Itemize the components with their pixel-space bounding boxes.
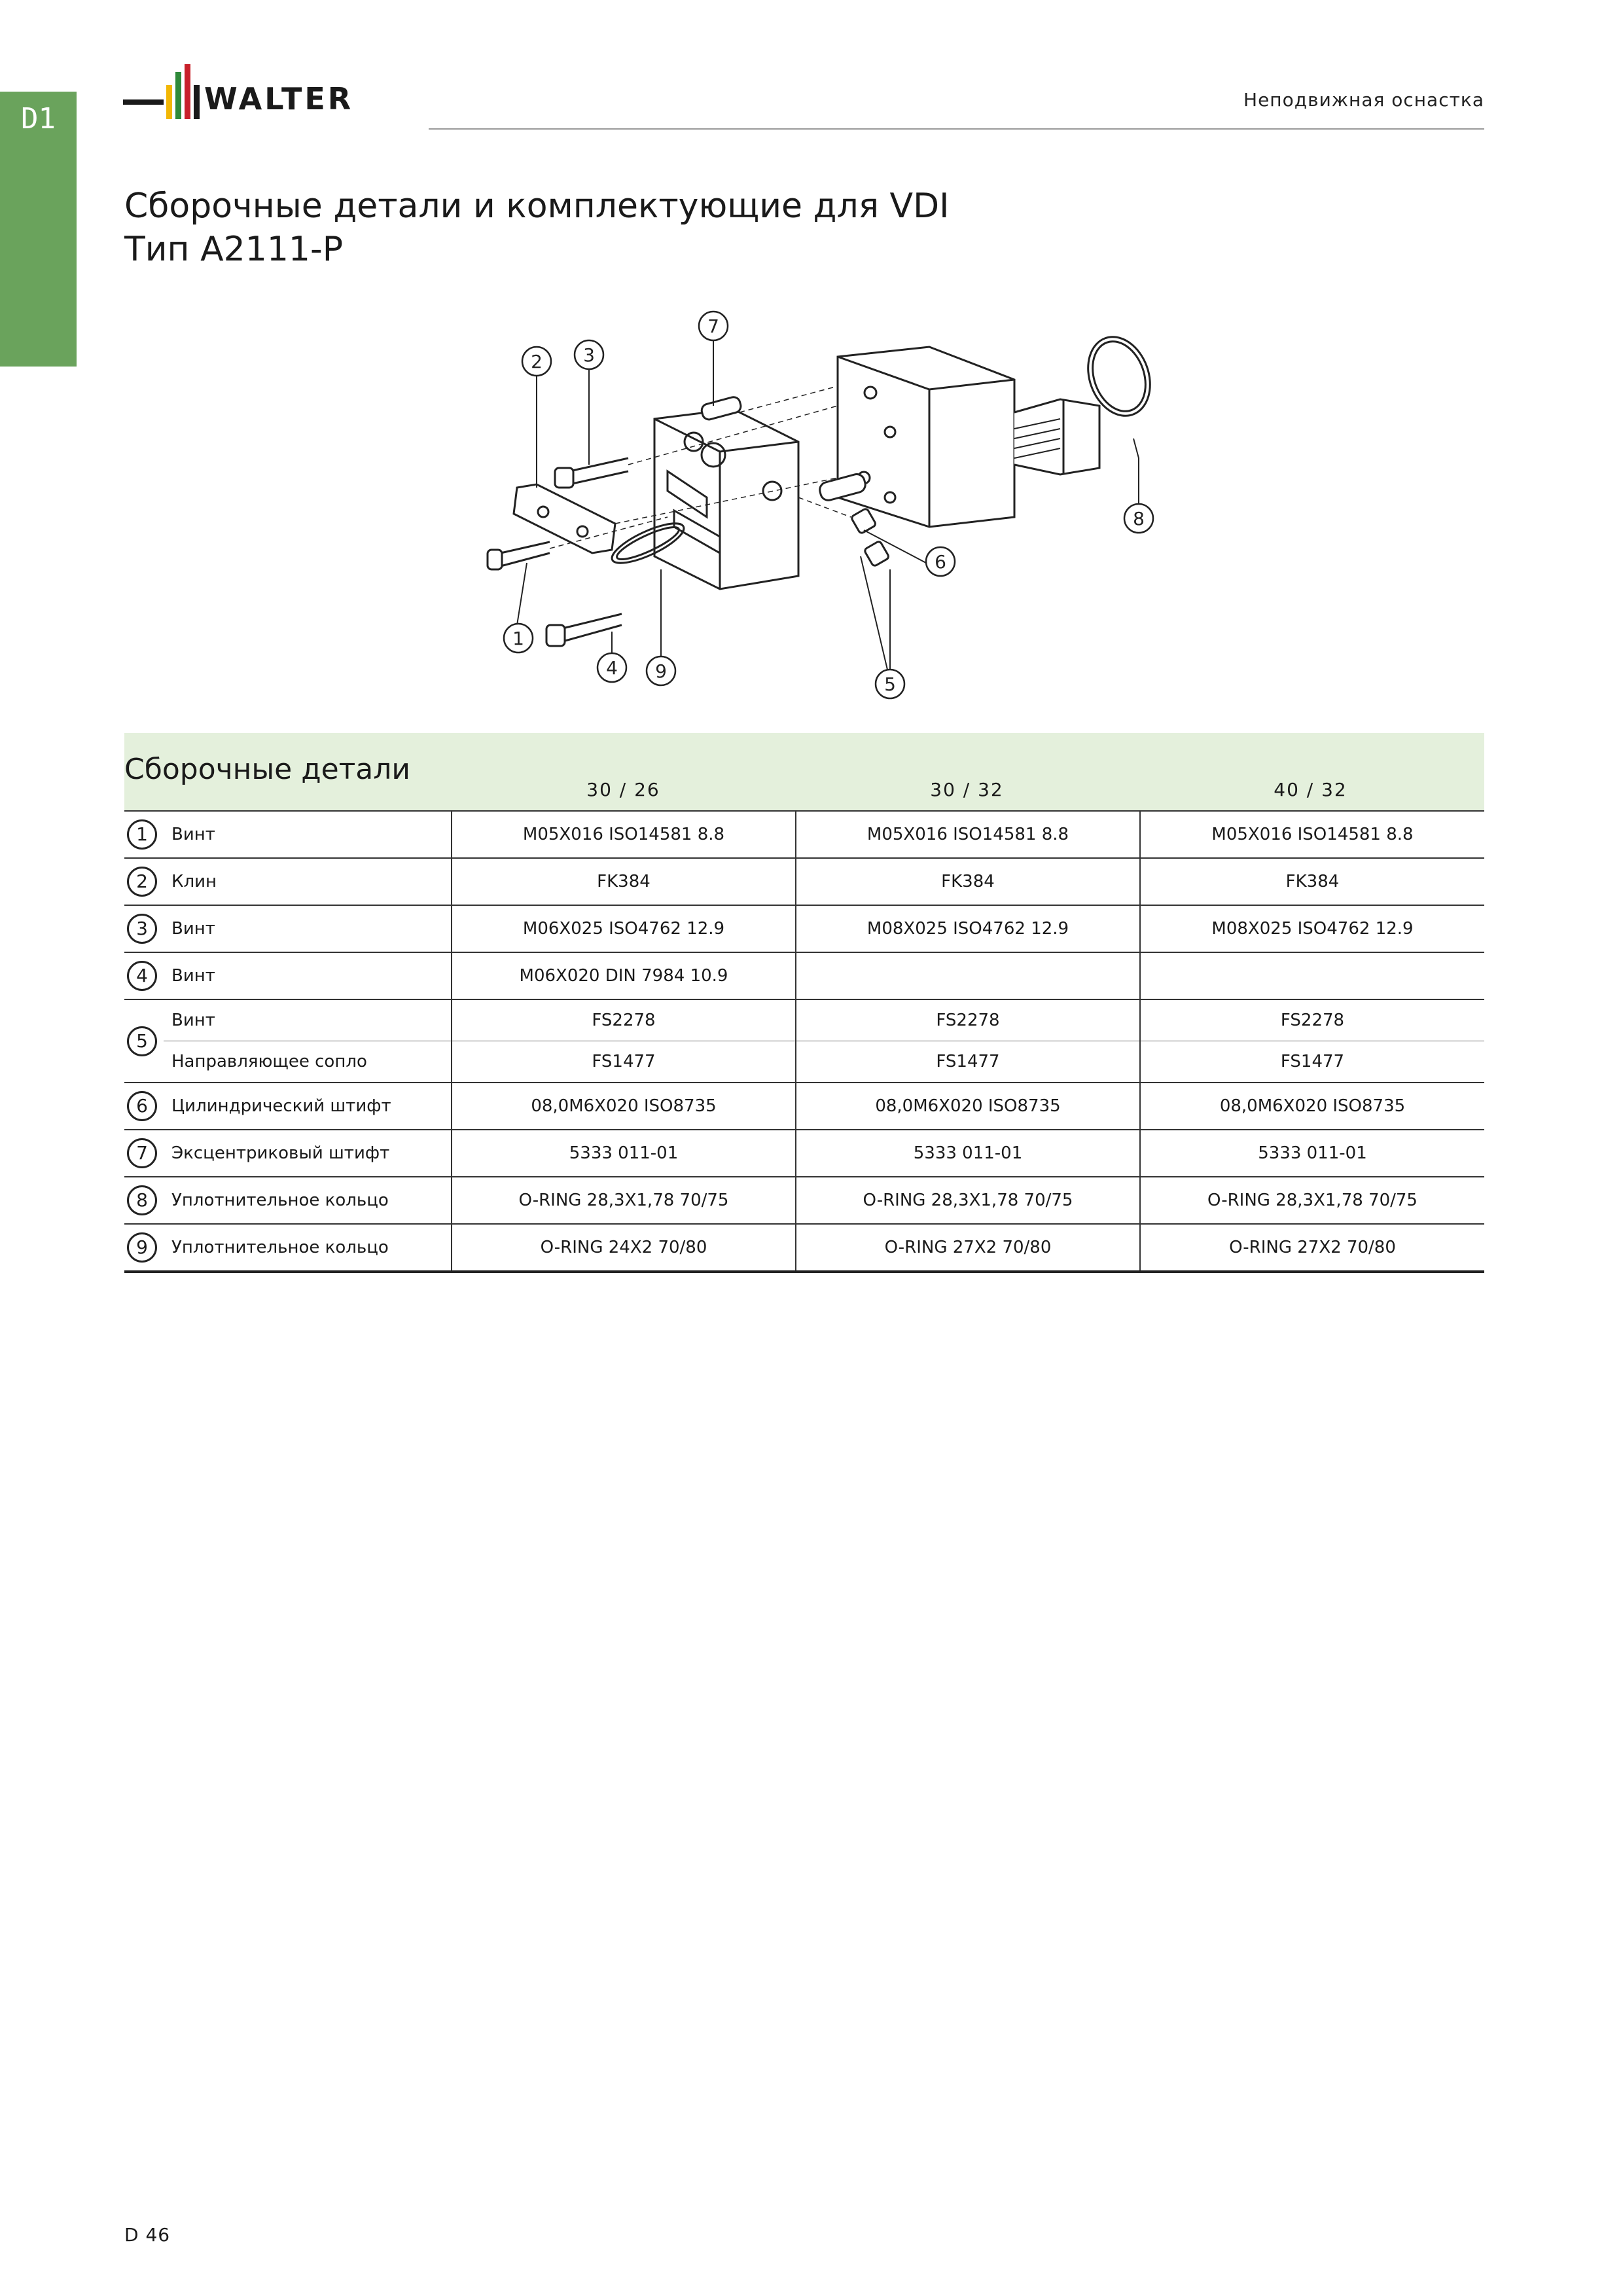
part-value: M08X025 ISO4762 12.9 [1140,905,1484,952]
part-value: 08,0M6X020 ISO8735 [452,1083,796,1130]
exploded-assembly-drawing [471,301,1158,720]
column-header-1: 30 / 26 [586,779,660,800]
part-value: M05X016 ISO14581 8.8 [796,811,1140,858]
part-value: M08X025 ISO4762 12.9 [796,905,1140,952]
part-value: FS1477 [1140,1041,1484,1083]
table-row [124,1041,1484,1083]
page-number: D 46 [124,2224,171,2246]
item-number-badge: 5 [127,1026,157,1056]
assembly-parts-table [124,733,1484,1273]
parts-table-title: Сборочные детали [124,753,410,786]
table-row [124,811,1484,858]
part-name: Уплотнительное кольцо [164,1224,452,1272]
item-number-badge: 1 [127,819,157,850]
part-value: FK384 [452,858,796,905]
part-name: Винт [164,905,452,952]
part-value: M06X020 DIN 7984 10.9 [452,952,796,999]
table-row [124,952,1484,999]
part-value: 08,0M6X020 ISO8735 [1140,1083,1484,1130]
part-value [796,952,1140,999]
chapter-tab-label: D1 [21,102,56,135]
header-section-title: Неподвижная оснастка [1243,89,1484,111]
callout-9: 9 [655,660,667,682]
part-value: O-RING 24X2 70/80 [452,1224,796,1272]
table-row [124,1130,1484,1177]
parts-table-header [124,733,1484,810]
logo-text: WALTER [204,81,354,117]
callout-8: 8 [1133,508,1145,529]
part-name: Эксцентриковый штифт [164,1130,452,1177]
part-value: FS2278 [452,999,796,1041]
part-value: M05X016 ISO14581 8.8 [1140,811,1484,858]
header-divider [429,128,1484,130]
callout-7: 7 [707,315,719,337]
item-number-badge: 3 [127,914,157,944]
part-value: 08,0M6X020 ISO8735 [796,1083,1140,1130]
part-value: FK384 [1140,858,1484,905]
table-row [124,858,1484,905]
part-name: Винт [164,999,452,1041]
callout-3: 3 [583,344,595,366]
item-number-badge: 7 [127,1138,157,1168]
part-value: O-RING 28,3X1,78 70/75 [452,1177,796,1224]
part-value [1140,952,1484,999]
item-number-badge: 6 [127,1091,157,1121]
table-row [124,905,1484,952]
walter-logo [123,59,404,131]
part-value: FK384 [796,858,1140,905]
part-value: O-RING 28,3X1,78 70/75 [796,1177,1140,1224]
callout-4: 4 [606,657,618,679]
callout-1: 1 [512,628,524,649]
table-row [124,1177,1484,1224]
part-value: 5333 011-01 [452,1130,796,1177]
part-value: FS2278 [1140,999,1484,1041]
table-row [124,1083,1484,1130]
item-number-badge: 2 [127,867,157,897]
part-value: M05X016 ISO14581 8.8 [452,811,796,858]
part-name: Винт [164,952,452,999]
callout-5: 5 [884,673,896,695]
part-value: M06X025 ISO4762 12.9 [452,905,796,952]
column-header-2: 30 / 32 [930,779,1004,800]
page-title [124,185,949,271]
part-name: Направляющее сопло [164,1041,452,1083]
table-row [124,999,1484,1041]
page-title-line-1: Сборочные детали и комплектующие для VDI [124,187,950,226]
part-name: Цилиндрический штифт [164,1083,452,1130]
parts-table-body [124,810,1484,1273]
chapter-tab [0,92,77,367]
part-name: Винт [164,811,452,858]
part-value: O-RING 28,3X1,78 70/75 [1140,1177,1484,1224]
part-value: O-RING 27X2 70/80 [796,1224,1140,1272]
item-number-badge: 8 [127,1185,157,1215]
part-value: 5333 011-01 [796,1130,1140,1177]
item-number-badge: 4 [127,961,157,991]
callout-6: 6 [935,551,946,573]
part-value: FS1477 [452,1041,796,1083]
part-name: Клин [164,858,452,905]
table-row [124,1224,1484,1272]
part-value: 5333 011-01 [1140,1130,1484,1177]
part-value: FS2278 [796,999,1140,1041]
column-header-3: 40 / 32 [1274,779,1347,800]
page-title-line-2: Тип A2111-P [124,230,344,269]
callout-2: 2 [531,351,543,372]
part-name: Уплотнительное кольцо [164,1177,452,1224]
part-value: FS1477 [796,1041,1140,1083]
part-value: O-RING 27X2 70/80 [1140,1224,1484,1272]
item-number-badge: 9 [127,1232,157,1263]
